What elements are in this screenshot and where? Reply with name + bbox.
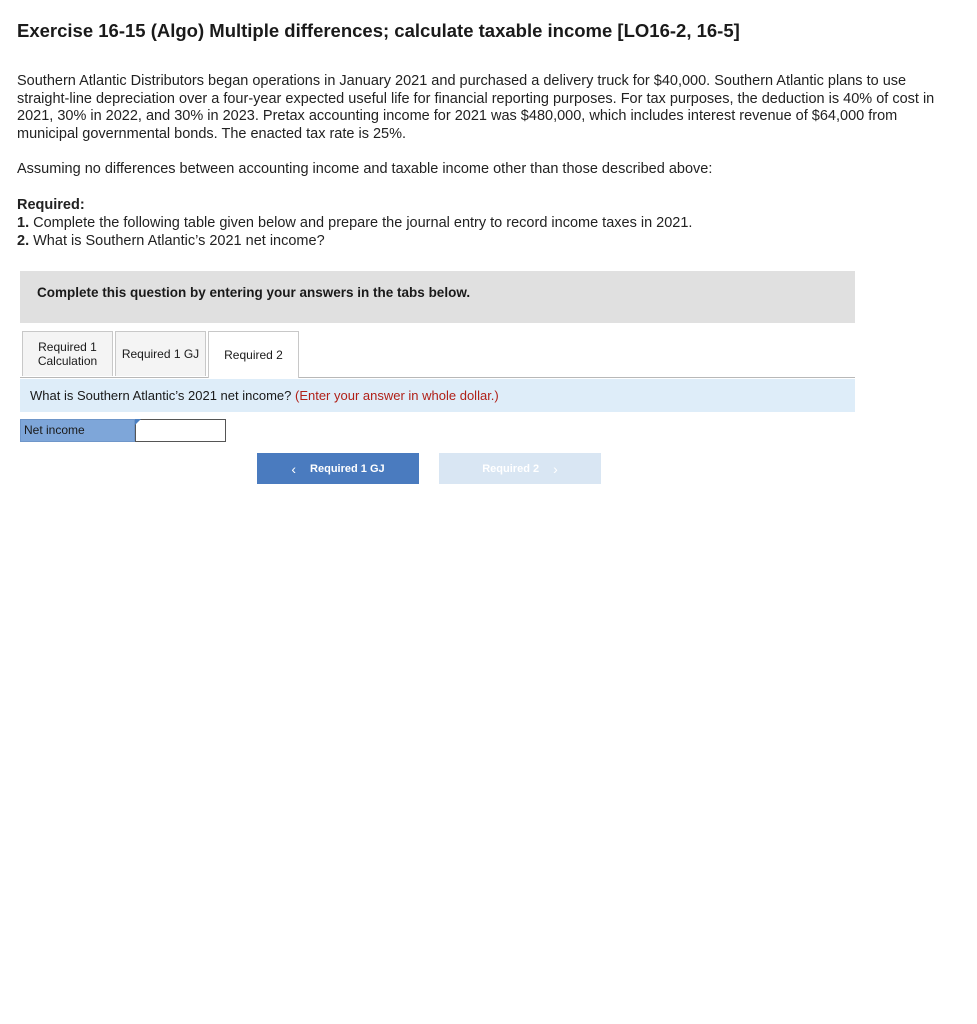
required-item-number: 2. — [17, 233, 30, 249]
tab-label-line-2: Calculation — [37, 354, 98, 368]
required-item-text: Complete the following table given below and prepare the journal entry to record income taxes in 2021. — [33, 215, 693, 231]
banner-text: Complete this question by entering your answers in the tabs below. — [37, 285, 471, 300]
tab-label-line-1: Required 1 — [38, 340, 97, 354]
tab-label: Required 2 — [224, 348, 283, 362]
instructions-banner — [20, 271, 855, 323]
prev-required-1-gj-button[interactable] — [257, 453, 419, 484]
question-hint: (Enter your answer in whole dollar.) — [294, 388, 499, 403]
exercise-title: Exercise 16-15 (Algo) Multiple differences; calculate taxable income [LO16-2, 16-5] — [17, 20, 740, 41]
prev-button-label: Required 1 GJ — [310, 462, 385, 475]
tab-label: Required 1 GJ — [121, 347, 200, 361]
required-item-1 — [17, 214, 692, 232]
tab-required-2[interactable] — [208, 331, 299, 378]
required-section — [17, 196, 692, 250]
chevron-left-icon: ‹ — [291, 460, 297, 477]
net-income-cell — [135, 419, 226, 442]
net-income-label: Net income — [20, 419, 135, 442]
tab-required-1-calculation[interactable] — [22, 331, 113, 376]
required-item-text: What is Southern Atlantic’s 2021 net income? — [33, 233, 325, 249]
question-text: What is Southern Atlantic’s 2021 net income? — [30, 388, 292, 403]
answer-row — [20, 419, 226, 442]
required-item-number: 1. — [17, 215, 30, 231]
tab-required-1-gj[interactable] — [115, 331, 206, 376]
next-required-2-button[interactable] — [439, 453, 601, 484]
net-income-input[interactable] — [135, 419, 226, 442]
required-heading: Required: — [17, 197, 85, 213]
input-flag-icon — [135, 419, 141, 425]
chevron-right-icon: › — [553, 460, 558, 477]
tab-label — [38, 340, 97, 368]
next-button-label: Required 2 — [482, 462, 540, 475]
required-item-2 — [17, 232, 692, 250]
assumption-text: Assuming no differences between accounting income and taxable income other than those described above: — [17, 161, 713, 177]
question-bar — [20, 379, 855, 412]
problem-statement: Southern Atlantic Distributors began operations in January 2021 and purchased a delivery truck for $40,000. Southern Atlantic plans to use straight-line depreciation over a four-year expected useful life for financial reporting purposes. For tax purposes, the deduction is 40% of cost in 2021, 30% in 2022, and 30% in 2023. Pretax accounting income for 2021 was $480,000, which includes interest revenue of $64,000 from municipal governmental bonds. The enacted tax rate is 25%. — [17, 73, 935, 142]
tabs-divider — [20, 377, 855, 378]
